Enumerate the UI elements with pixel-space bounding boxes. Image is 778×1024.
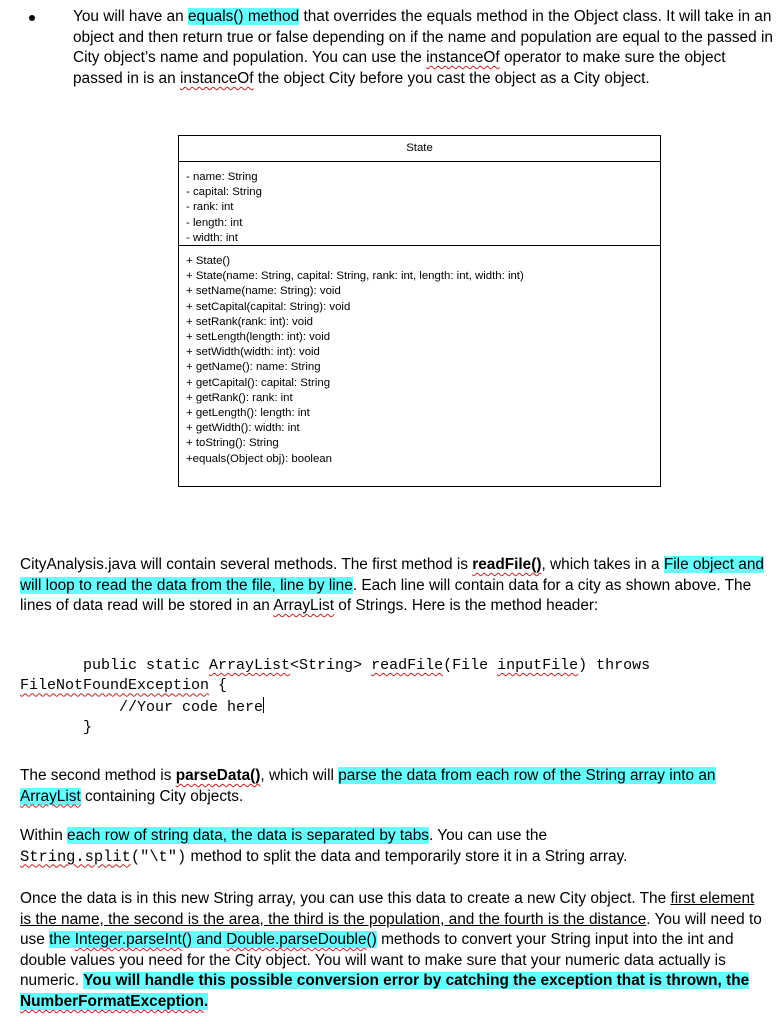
code-token: readFile — [371, 657, 444, 674]
uml-method: + setName(name: String): void — [186, 285, 341, 298]
text-run: The second method is — [20, 767, 176, 784]
highlight-equals-method: equals() method — [187, 8, 300, 25]
text-run: operator to make sure the object passed in is an — [73, 49, 726, 87]
text-run: the object City before you cast the object as a City object. — [253, 69, 650, 87]
highlight-parse-methods: () — [366, 931, 377, 949]
read-file-paragraph — [20, 555, 765, 617]
code-token: inputFile — [497, 657, 579, 674]
equals-method-paragraph — [73, 7, 773, 89]
code-token: FileNotFoundException — [20, 677, 210, 695]
text-run: of Strings. Here is the method header: — [333, 597, 599, 615]
highlight-tabs: each row of string data, the data is separated by tabs — [67, 827, 429, 844]
code-token: } — [20, 719, 93, 737]
text-run: . You will need to use — [20, 910, 762, 949]
text-run: method to split the data and temporarily store it in a String array. — [186, 847, 628, 865]
uml-method: + setRank(rank: int): void — [186, 315, 313, 328]
uml-class-name: State — [179, 136, 660, 162]
highlight-arraylist: ArrayList — [20, 787, 81, 805]
uml-attribute: - length: int — [186, 216, 243, 229]
code-comment: //Your code here — [20, 698, 264, 716]
uml-attribute: - rank: int — [186, 201, 234, 214]
highlight-parse-methods: () and — [181, 931, 227, 949]
uml-method: + State(name: String, capital: String, rank: int, length: int, width: int) — [186, 270, 524, 283]
split-paragraph — [20, 826, 765, 867]
code-inline: String.split — [20, 847, 131, 866]
uml-method: + getName(): name: String — [186, 361, 321, 374]
uml-method: +equals(Object obj): boolean — [186, 452, 332, 465]
underlined-text: first element is the name, the second is the area, the third is the population, and the fourth is the distance — [20, 890, 755, 928]
text-run: . Each line will contain data for a city as shown above. The lines of data read will be stored in an — [20, 576, 752, 615]
highlight-exception: . — [203, 992, 209, 1010]
text-run: , which will — [260, 767, 339, 784]
uml-method: + getCapital(): capital: String — [186, 376, 331, 389]
uml-class-diagram — [178, 135, 661, 487]
uml-method: + setCapital(capital: String): void — [186, 300, 351, 313]
spellcheck-word: instanceOf — [179, 69, 254, 87]
highlight-file-loop: File object and will loop to read the data from the file, line by line — [20, 556, 764, 594]
highlight-parse-methods: Integer.parseInt — [74, 931, 182, 949]
conversion-paragraph — [20, 889, 765, 1013]
code-token: ArrayList — [209, 657, 291, 674]
uml-method: + setLength(length: int): void — [186, 331, 331, 344]
uml-attribute: - name: String — [186, 171, 258, 183]
uml-method: + toString(): String — [186, 437, 279, 450]
uml-attributes — [179, 162, 660, 246]
method-header-code — [20, 656, 770, 739]
uml-method: + getWidth(): width: int — [186, 422, 300, 435]
uml-attribute: - width: int — [186, 231, 238, 244]
text-cursor — [263, 697, 264, 713]
bullet-point — [29, 15, 35, 21]
code-token: <String> — [290, 657, 372, 674]
highlight-parse-data: parse the data from each row of the String array into an — [338, 767, 716, 784]
spellcheck-word: instanceOf — [426, 49, 500, 67]
uml-method: + setWidth(width: int): void — [186, 346, 320, 359]
code-token: (File — [443, 657, 498, 674]
uml-methods — [179, 246, 660, 467]
method-name-readfile: readFile() — [472, 556, 542, 573]
text-run: CityAnalysis.java will contain several methods. The first method is — [20, 556, 473, 573]
method-name-parsedata: parseData() — [175, 767, 261, 784]
uml-method: + getLength(): length: int — [186, 407, 310, 420]
code-token: public static — [20, 657, 210, 674]
highlight-parse-methods: the — [49, 931, 75, 949]
highlight-exception: NumberFormatException — [20, 992, 204, 1010]
text-run: methods to convert your String input into the int and double values you need for the City object. You will want to make sure that your numeric data actually is numeric. — [20, 931, 734, 990]
parse-data-paragraph — [20, 766, 765, 807]
code-token: { — [209, 677, 228, 695]
text-run: , which takes in a — [541, 556, 664, 573]
text-run: Within — [20, 827, 68, 844]
highlight-parse-methods: Double.parseDouble — [226, 931, 367, 949]
uml-method: + getRank(): rank: int — [186, 391, 293, 404]
code-inline: ("\t") — [130, 847, 187, 866]
text-run: . You can use the — [428, 827, 548, 844]
uml-method: + State() — [186, 255, 230, 267]
text-run: Once the data is in this new String array, you can use this data to create a new City object. The — [20, 890, 671, 907]
text-run: containing City objects. — [80, 787, 244, 805]
text-run: You will have an — [73, 8, 188, 25]
uml-attribute: - capital: String — [186, 186, 262, 199]
highlight-exception: You will handle this possible conversion error by catching the exception that is thrown, the — [83, 972, 750, 990]
spellcheck-word: ArrayList — [273, 597, 334, 615]
code-token: ) throws — [578, 657, 651, 674]
text-run: that overrides the equals method in the Object class. It will take in an object and then return true or false depending on if the name and population are equal to the passed in City object’s name and population. You can use the — [73, 8, 773, 67]
